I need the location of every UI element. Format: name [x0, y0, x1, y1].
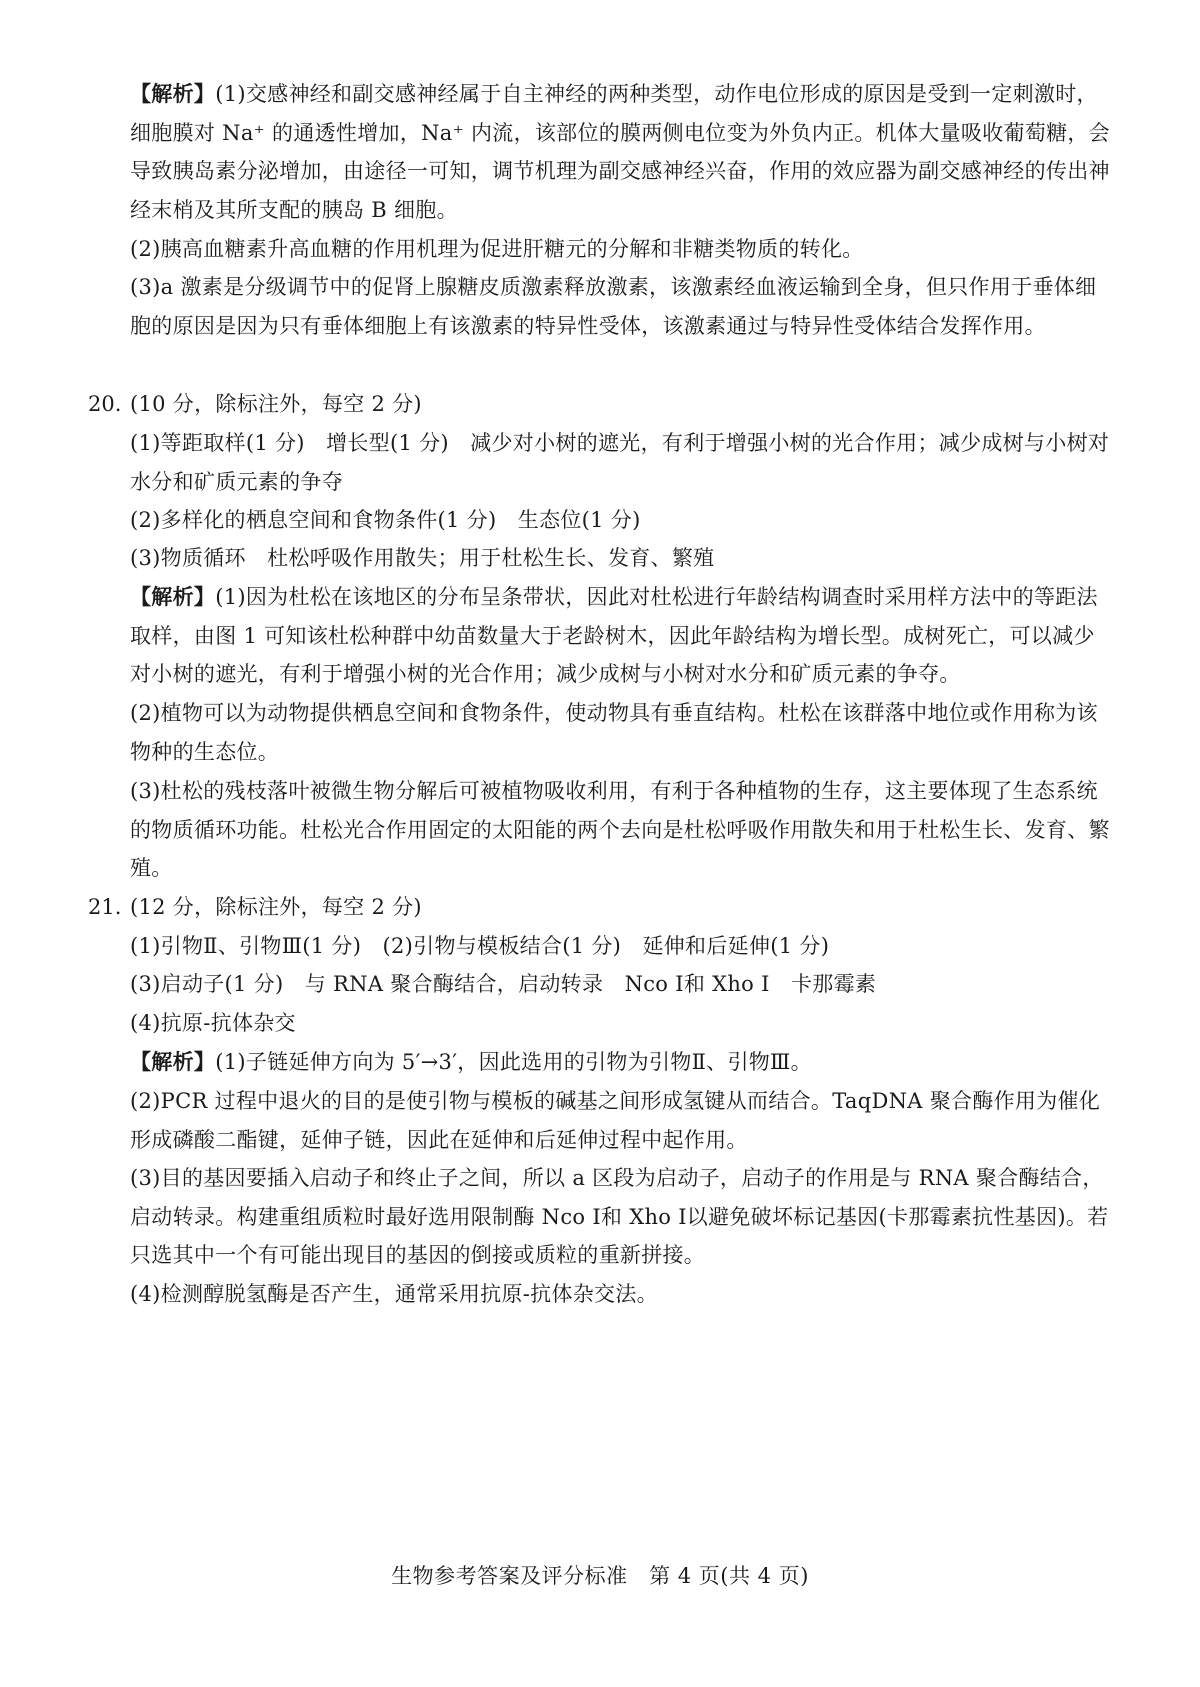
- q20-analysis-3: (3)杜松的残枝落叶被微生物分解后可被植物吸收利用，有利于各种植物的生存，这主要体现了生态系统的物质循环功能。杜松光合作用固定的太阳能的两个去向是杜松呼吸作用散失和用于杜松生长、发育、繁殖。: [130, 779, 1110, 881]
- question-number-20: 20.: [88, 392, 122, 416]
- analysis-text: (1)子链延伸方向为 5′→3′，因此选用的引物为引物Ⅱ、引物Ⅲ。: [215, 1050, 812, 1074]
- q21-answer-2: (3)启动子(1 分) 与 RNA 聚合酶结合，启动转录 Nco Ⅰ和 Xho Ⅰ 卡那霉素: [130, 972, 877, 996]
- page-footer: 生物参考答案及评分标准 第 4 页(共 4 页): [391, 1564, 809, 1588]
- q21-analysis-2: (2)PCR 过程中退火的目的是使引物与模板的碱基之间形成氢键从而结合。TaqDNA 聚合酶作用为催化形成磷酸二酯键，延伸子链，因此在延伸和后延伸过程中起作用。: [130, 1089, 1101, 1152]
- analysis-heading: 【解析】: [130, 1049, 216, 1074]
- q20-answer-1: (1)等距取样(1 分) 增长型(1 分) 减少对小树的遮光，有利于增强小树的光合作用；减少成树与小树对水分和矿质元素的争夺: [130, 431, 1110, 494]
- q20-analysis-2: (2)植物可以为动物提供栖息空间和食物条件，使动物具有垂直结构。杜松在该群落中地位或作用称为该物种的生态位。: [130, 701, 1098, 764]
- analysis-heading: 【解析】: [130, 584, 216, 609]
- q19-analysis-p2: (2)胰高血糖素升高血糖的作用机理为促进肝糖元的分解和非糖类物质的转化。: [130, 237, 864, 261]
- q21-answer-3: (4)抗原-抗体杂交: [130, 1011, 296, 1035]
- q21-analysis-3: (3)目的基因要插入启动子和终止子之间，所以 a 区段为启动子，启动子的作用是与 RNA 聚合酶结合，启动转录。构建重组质粒时最好选用限制酶 Nco Ⅰ和 Xho Ⅰ以避免破坏标记基因(卡那霉素抗性基因)。若只选其中一个有可能出现目的基因的倒接或质粒的重新拼接。: [130, 1166, 1109, 1268]
- q20-header: (10 分，除标注外，每空 2 分): [130, 392, 422, 416]
- q19-analysis-p1: [130, 75, 1115, 230]
- q21-header: (12 分，除标注外，每空 2 分): [130, 895, 422, 919]
- q20-analysis-1: [130, 578, 1115, 694]
- question-number-21: 21.: [88, 895, 122, 919]
- q20-answer-2: (2)多样化的栖息空间和食物条件(1 分) 生态位(1 分): [130, 508, 641, 532]
- q19-analysis-p3: (3)a 激素是分级调节中的促肾上腺糖皮质激素释放激素，该激素经血液运输到全身，但只作用于垂体细胞的原因是因为只有垂体细胞上有该激素的特异性受体，该激素通过与特异性受体结合发挥作用。: [130, 275, 1097, 338]
- q21-analysis-4: (4)检测醇脱氢酶是否产生，通常采用抗原-抗体杂交法。: [130, 1282, 658, 1306]
- q21-analysis-1: [130, 1043, 1115, 1082]
- analysis-heading: 【解析】: [130, 81, 216, 106]
- analysis-text: (1)因为杜松在该地区的分布呈条带状，因此对杜松进行年龄结构调查时采用样方法中的等距法取样，由图 1 可知该杜松种群中幼苗数量大于老龄树木，因此年龄结构为增长型。成树死亡，可以减少对小树的遮光，有利于增强小树的光合作用；减少成树与小树对水分和矿质元素的争夺。: [130, 585, 1098, 687]
- q20-answer-3: (3)物质循环 杜松呼吸作用散失；用于杜松生长、发育、繁殖: [130, 546, 715, 570]
- analysis-text: (1)交感神经和副交感神经属于自主神经的两种类型，动作电位形成的原因是受到一定刺激时，细胞膜对 Na⁺ 的通透性增加，Na⁺ 内流，该部位的膜两侧电位变为外负内正。机体大量吸收葡萄糖，会导致胰岛素分泌增加，由途径一可知，调节机理为副交感神经兴奋，作用的效应器为副交感神经的传出神经末梢及其所支配的胰岛 B 细胞。: [130, 82, 1110, 223]
- q21-answer-1: (1)引物Ⅱ、引物Ⅲ(1 分) (2)引物与模板结合(1 分) 延伸和后延伸(1 分): [130, 934, 830, 958]
